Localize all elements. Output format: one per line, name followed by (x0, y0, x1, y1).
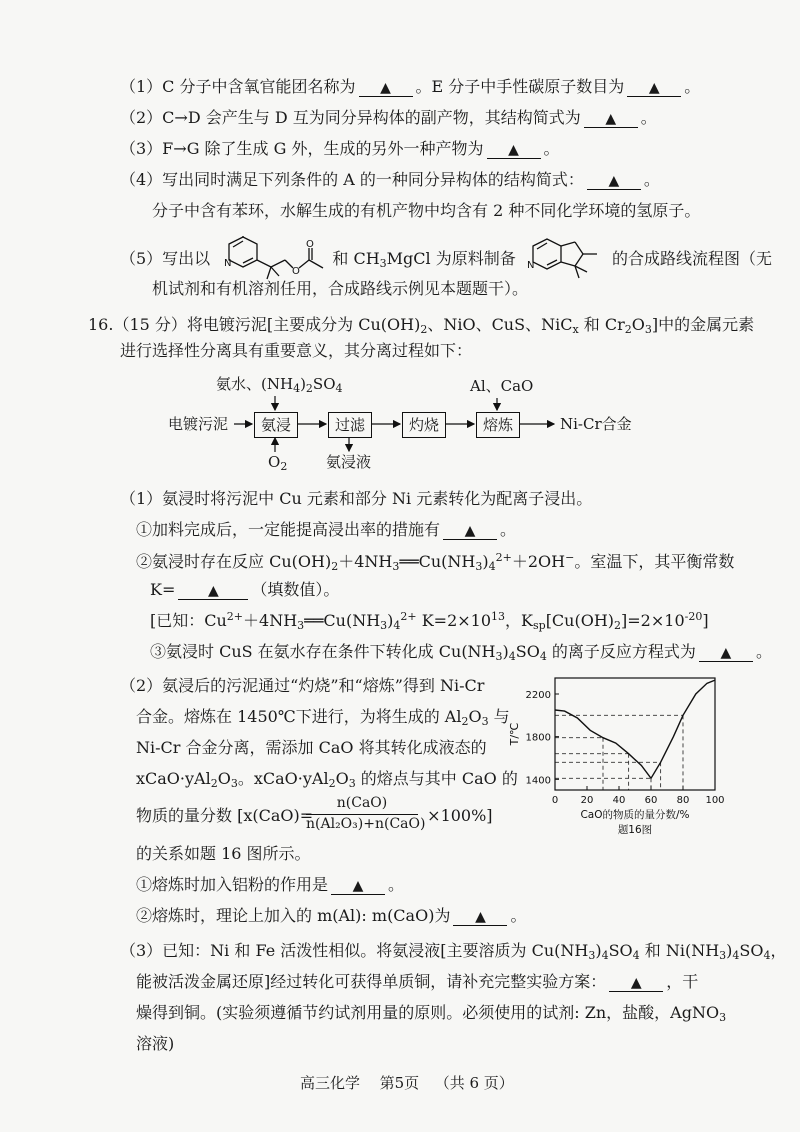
answer-blank[interactable]: ▲ (331, 877, 385, 895)
q15-part4-condition: 分子中含有苯环，水解生成的有机产物中均含有 2 种不同化学环境的氢原子。 (152, 201, 701, 220)
answer-blank[interactable]: ▲ (627, 79, 681, 97)
svg-text:N: N (224, 258, 232, 269)
q16-part1-known: [已知：$Cu^{2+}+4NH_3══Cu(NH_3)_4^{2+}$ $K=2\times 10^{13}$，$K_{sp}[Cu(OH)_2]=2\times 10^{-20}$] (150, 610, 709, 632)
q16-part1-intro: （1）氨浸时将污泥中 Cu 元素和部分 Ni 元素转化为配离子浸出。 (120, 489, 593, 508)
svg-text:O: O (292, 266, 301, 277)
page-footer (300, 1072, 514, 1093)
flow-step-smelt: 熔炼 (476, 412, 520, 438)
q16-part1-q3: ③氨浸时 CuS 在氨水存在条件下转化成 $Cu(NH_3)_4SO_4$ 的离子反应方程式为 ▲ 。 (150, 642, 772, 663)
svg-text:N: N (526, 260, 535, 271)
reagent-oxygen: $O_2$ (268, 453, 288, 473)
q16-part2-line6: 的关系如题 16 图所示。 (136, 844, 311, 863)
q16-part2-line4: $xCaO\cdot yAl_2O_3$。$xCaO\cdot yAl_2O_3$ 的熔点与其中 CaO 的 (136, 769, 518, 790)
flow-step-roast: 灼烧 (402, 412, 446, 438)
svg-text:O: O (306, 239, 315, 250)
q16-header-line2: 进行选择性分离具有重要意义，其分离过程如下： (120, 341, 473, 360)
footer-total: （共 6 页） (434, 1074, 514, 1092)
y-tick-label: 1400 (525, 775, 551, 787)
answer-blank[interactable]: ▲ (699, 644, 753, 662)
answer-blank[interactable]: ▲ (487, 141, 541, 159)
q16-part3-line4: 溶液) (136, 1034, 175, 1053)
answer-blank[interactable]: ▲ (584, 110, 638, 128)
melting-point-curve (555, 680, 715, 778)
q16-part1-q1: ①加料完成后，一定能提高浸出率的措施有 ▲ 。 (136, 520, 517, 539)
answer-blank[interactable]: ▲ (453, 908, 507, 926)
fraction-bar (306, 814, 418, 815)
y-axis-label: T/℃ (508, 722, 521, 746)
answer-blank[interactable]: ▲ (587, 172, 641, 190)
chart-title: 题16图 (617, 824, 653, 836)
y-tick-label: 2200 (525, 690, 551, 701)
answer-blank[interactable]: ▲ (178, 582, 248, 600)
flow-byproduct: 氨浸液 (326, 453, 372, 471)
q16-part3-line2: 能被活泼金属还原]经过转化可获得单质铜，请补充完整实验方案： ▲ ，干 (136, 972, 699, 991)
q16-part2-q2: ②熔炼时，理论上加入的 m(Al): m(CaO)为 ▲ 。 (136, 906, 527, 925)
flow-product: Ni-Cr合金 (560, 415, 632, 433)
q16-part1-q2: ②氨浸时存在反应 $Cu(OH)_2+4NH_3══Cu(NH_3)_4^{2+}+2OH^-$。室温下，其平衡常数 (136, 551, 735, 573)
answer-blank[interactable]: ▲ (443, 522, 497, 540)
x-tick-label: 60 (644, 795, 658, 806)
q16-part1-q2-k: K= ▲ （填数值）。 (150, 580, 340, 599)
q16-part3-line3: 燥得到铜。(实验须遵循节约试剂用量的原则。必须使用的试剂: Zn，盐酸，AgNO$_3$ (136, 1003, 727, 1024)
q15-part5-line2: 机试剂和有机溶剂任用，合成路线示例见本题题干）。 (152, 279, 529, 298)
q16-part2-line1: （2）氨浸后的污泥通过“灼烧”和“熔炼”得到 Ni-Cr (120, 676, 485, 695)
fraction-denominator: n(Al₂O₃)+n(CaO) (306, 816, 426, 832)
reagent-ammonia: 氨水、$(NH_4)_2SO_4$ (216, 375, 343, 395)
x-axis-label: CaO的物质的量分数/% (580, 809, 690, 821)
phase-diagram-chart (500, 672, 740, 842)
q15-part3: （3）F→G 除了生成 G 外，生成的另外一种产物为 ▲ 。 (120, 139, 560, 158)
q16-part2-line2: 合金。熔炼在 1450℃下进行，为将生成的 $Al_2O_3$ 与 (136, 707, 510, 728)
plot-frame (555, 678, 715, 790)
q16-part2-line5: 物质的量分数 [x(CaO)= ×100%] (136, 806, 493, 825)
flow-source: 电镀污泥 (168, 415, 229, 433)
q16-part3-line1: （3）已知：Ni 和 Fe 活泼性相似。将氨浸液[主要溶质为 $Cu(NH_3)_4SO_4$ 和 $Ni(NH_3)_4SO_4$， (120, 941, 787, 962)
reagent-al-cao: Al、CaO (470, 377, 534, 395)
q16-part2-line3: Ni-Cr 合金分离，需添加 CaO 将其转化成液态的 (136, 738, 487, 757)
flow-step-filter: 过滤 (328, 412, 372, 438)
x-tick-label: 0 (551, 795, 559, 806)
flow-arrows (0, 0, 800, 500)
q16-header: 16.（15 分）将电镀污泥[主要成分为 $Cu(OH)_2$、NiO、CuS、NiC$_x$ 和 $Cr_2O_3$]中的金属元素 (88, 315, 755, 336)
q15-part4: （4）写出同时满足下列条件的 A 的一种同分异构体的结构简式： ▲ 。 (120, 170, 660, 189)
fraction-numerator: n(CaO) (336, 795, 388, 811)
x-tick-label: 20 (580, 795, 594, 806)
x-tick-label: 80 (676, 795, 690, 806)
answer-blank[interactable]: ▲ (609, 974, 663, 992)
x-tick-label: 100 (705, 795, 725, 806)
footer-page: 第5页 (379, 1074, 420, 1092)
y-tick-label: 1800 (525, 732, 551, 744)
flow-step-ammonia-leach: 氨浸 (254, 412, 298, 438)
q16-part2-q1: ①熔炼时加入铝粉的作用是 ▲ 。 (136, 875, 405, 894)
q15-part2: （2）C→D 会产生与 D 互为同分异构体的副产物，其结构简式为 ▲ 。 (120, 108, 657, 127)
q15-part5: （5）写出以 N O O 和 $CH_3MgCl$ 为原料制备 N 的合成路线流程图（无 (120, 236, 772, 280)
x-tick-label: 40 (612, 795, 626, 806)
footer-subject: 高三化学 (300, 1074, 361, 1092)
q15-part1: （1）C 分子中含氧官能团名称为 ▲ 。E 分子中手性碳原子数目为 ▲ 。 (120, 77, 701, 96)
answer-blank[interactable]: ▲ (359, 79, 413, 97)
